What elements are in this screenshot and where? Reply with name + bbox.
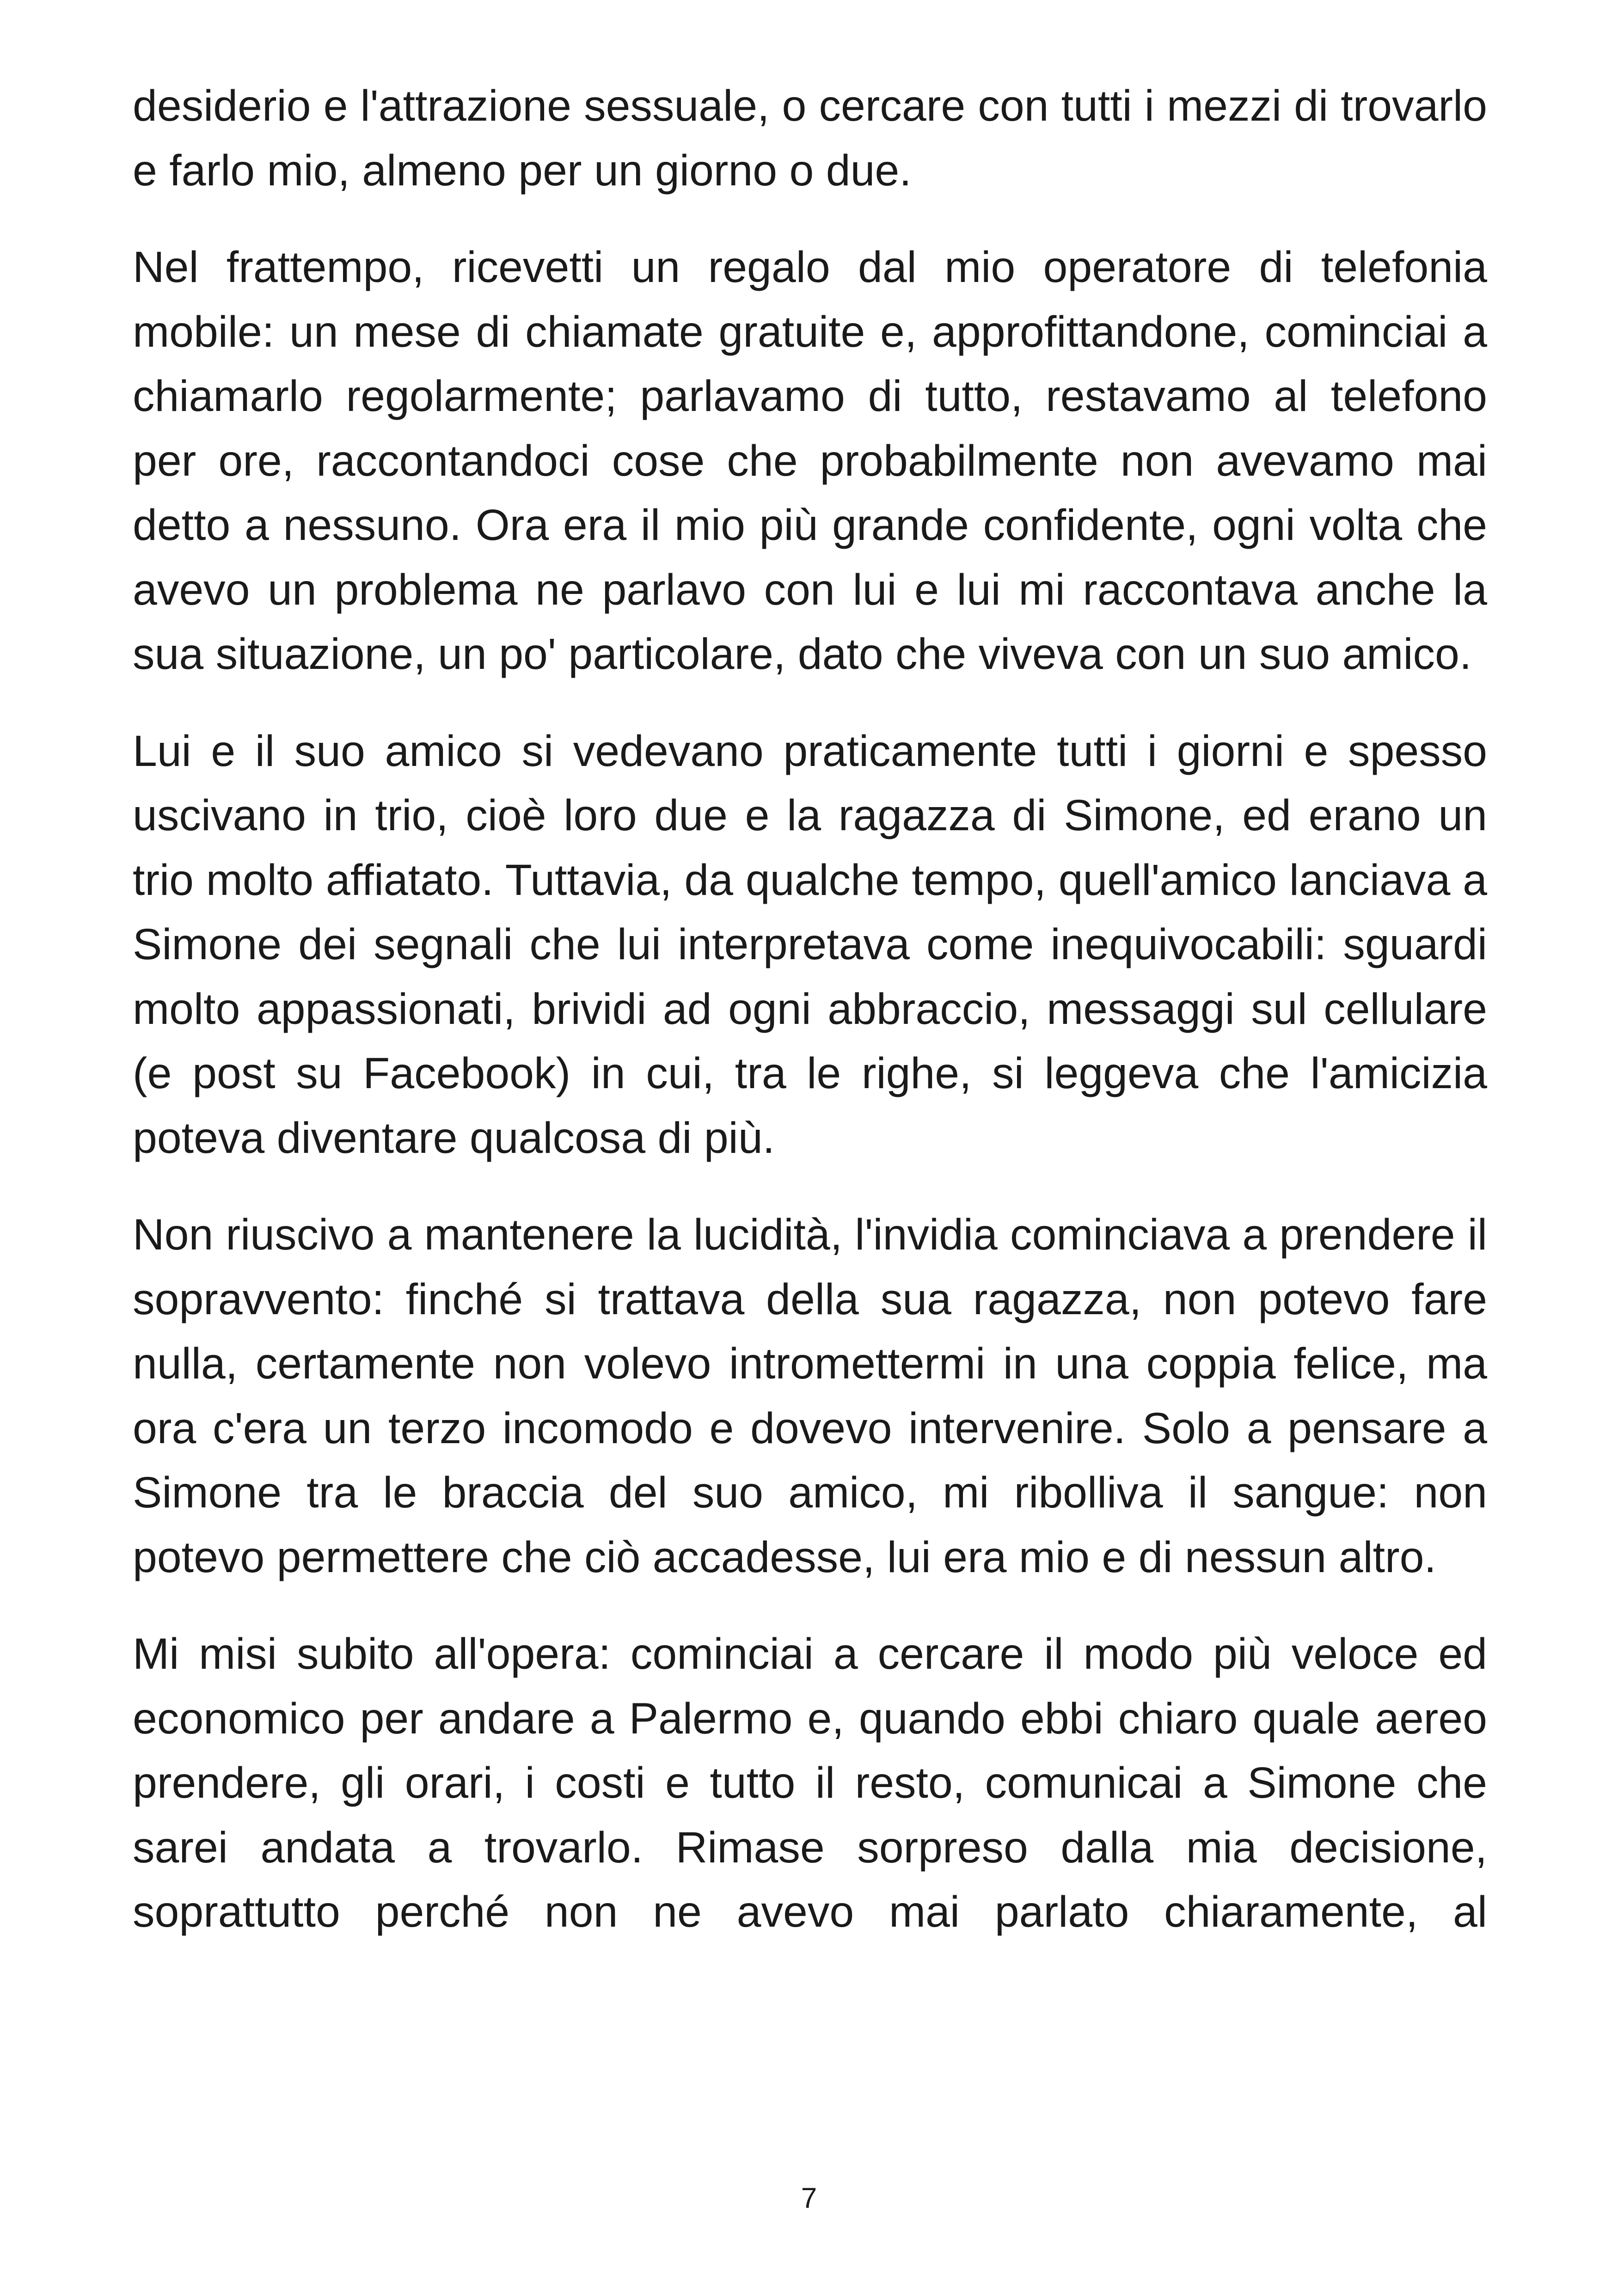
paragraph-4: Non riuscivo a mantenere la lucidità, l'invidia cominciava a prendere il sopravvento: finché si trattava della sua ragazza, non potevo fare nulla, certamente non volevo intromettermi in una coppia felice, ma ora c'era un terzo incomodo e dovevo intervenire. Solo a pensare a Simone tra le braccia del suo amico, mi ribolliva il sangue: non potevo permettere che ciò accadesse, lui era mio e di nessun altro. [133,1210,1487,1582]
paragraph-2: Nel frattempo, ricevetti un regalo dal mio operatore di telefonia mobile: un mese di chiamate gratuite e, approfittandone, cominciai a chiamarlo regolarmente; parlavamo di tutto, restavamo al telefono per ore, raccontandoci cose che probabilmente non avevamo mai detto a nessuno. Ora era il mio più grande confidente, ogni volta che avevo un problema ne parlavo con lui e lui mi raccontava anche la sua situazione, un po' particolare, dato che viveva con un suo amico. [133,243,1487,679]
paragraph-1: desiderio e l'attrazione sessuale, o cercare con tutti i mezzi di trovarlo e farlo mio, almeno per un giorno o due. [133,81,1487,195]
body-text [133,74,1487,1977]
paragraph-5: Mi misi subito all'opera: cominciai a cercare il modo più veloce ed economico per andare a Palermo e, quando ebbi chiaro quale aereo prendere, gli orari, i costi e tutto il resto, comunicai a Simone che sarei andata a trovarlo. Rimase sorpreso dalla mia decisione, soprattutto perché non ne avevo mai parlato chiaramente, al [133,1629,1487,1936]
page-number: 7 [801,2182,817,2214]
paragraph-3: Lui e il suo amico si vedevano praticamente tutti i giorni e spesso uscivano in trio, cioè loro due e la ragazza di Simone, ed erano un trio molto affiatato. Tuttavia, da qualche tempo, quell'amico lanciava a Simone dei segnali che lui interpretava come inequivocabili: sguardi molto appassionati, brividi ad ogni abbraccio, messaggi sul cellulare (e post su Facebook) in cui, tra le righe, si leggeva che l'amicizia poteva diventare qualcosa di più. [133,726,1487,1163]
